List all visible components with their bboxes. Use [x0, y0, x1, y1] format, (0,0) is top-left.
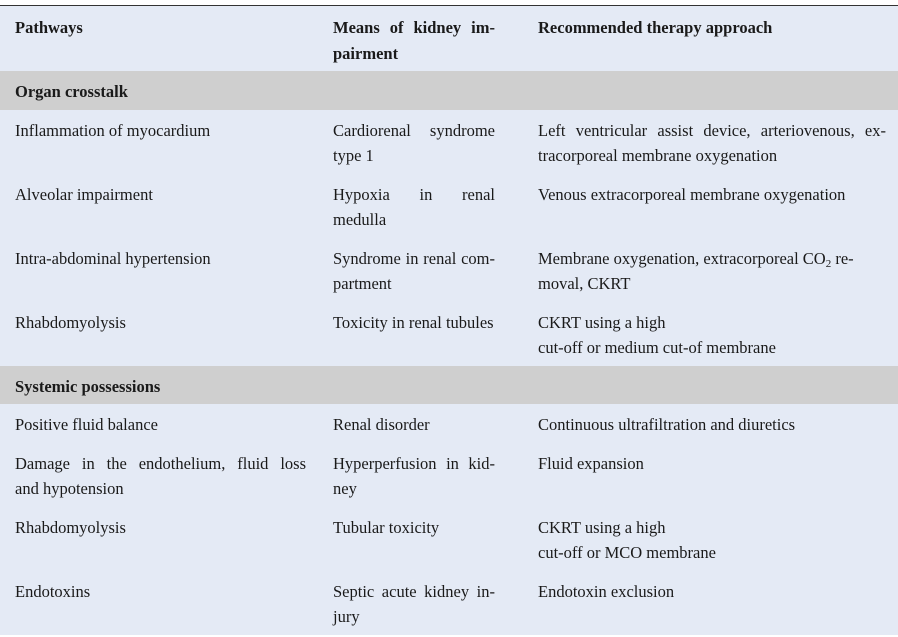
therapy-cell: CKRT using a high cut-off or MCO membrane	[538, 517, 716, 562]
impairment-cell: Tubular toxicity	[333, 517, 440, 537]
impairment-cell: Syndrome in renal com- partment	[333, 248, 495, 293]
table-row	[0, 238, 898, 302]
pathway-cell: Endotoxins	[15, 581, 91, 601]
section-row-systemic-possessions	[0, 366, 898, 405]
impairment-cell: Hyperperfusion in kid- ney	[333, 453, 495, 498]
impairment-cell: Cardiorenal syndrome type 1	[333, 120, 495, 165]
kidney-therapy-table	[0, 5, 898, 635]
pathway-cell: Intra-abdominal hypertension	[15, 248, 211, 268]
impairment-cell: Toxicity in renal tubules	[333, 312, 494, 332]
therapy-cell: Endotoxin exclusion	[538, 581, 675, 601]
therapy-cell: Membrane oxygenation, extracorporeal $CO_2$ re- moval, CKRT	[538, 248, 854, 293]
table-row	[0, 110, 898, 174]
table-row	[0, 507, 898, 571]
pathway-cell: Damage in the endothelium, fluid loss and hypotension	[15, 453, 306, 498]
therapy-cell: CKRT using a high cut-off or medium cut-of membrane	[538, 312, 776, 357]
pathway-cell: Inflammation of myocardium	[15, 120, 211, 140]
impairment-cell: Renal disorder	[333, 415, 430, 434]
table-row	[0, 174, 898, 238]
impairment-cell: Septic acute kidney in- jury	[333, 581, 495, 626]
table-row	[0, 571, 898, 635]
header-means-of-impairment: Means of kidney im- pairment	[333, 18, 495, 63]
therapy-cell: Fluid expansion	[538, 453, 644, 473]
table-header-row	[0, 6, 898, 71]
pathway-cell: Rhabdomyolysis	[15, 312, 126, 332]
table-row	[0, 404, 898, 443]
therapy-cell: Continuous ultrafiltration and diuretics	[538, 415, 796, 434]
impairment-cell: Hypoxia in renal medulla	[333, 184, 495, 229]
pathway-cell: Positive fluid balance	[15, 415, 158, 434]
pathway-cell: Rhabdomyolysis	[15, 517, 126, 537]
header-pathways: Pathways	[15, 18, 83, 37]
therapy-cell: Left ventricular assist device, arteriovenous, ex- tracorporeal membrane oxygenation	[538, 120, 886, 165]
section-row-organ-crosstalk	[0, 71, 898, 110]
section-title: Organ crosstalk	[15, 82, 128, 101]
table-row	[0, 302, 898, 366]
therapy-cell: Venous extracorporeal membrane oxygenation	[538, 184, 846, 204]
header-recommended-therapy: Recommended therapy approach	[538, 18, 773, 37]
table-row	[0, 443, 898, 507]
pathway-cell: Alveolar impairment	[15, 184, 153, 204]
section-title: Systemic possessions	[15, 376, 161, 396]
